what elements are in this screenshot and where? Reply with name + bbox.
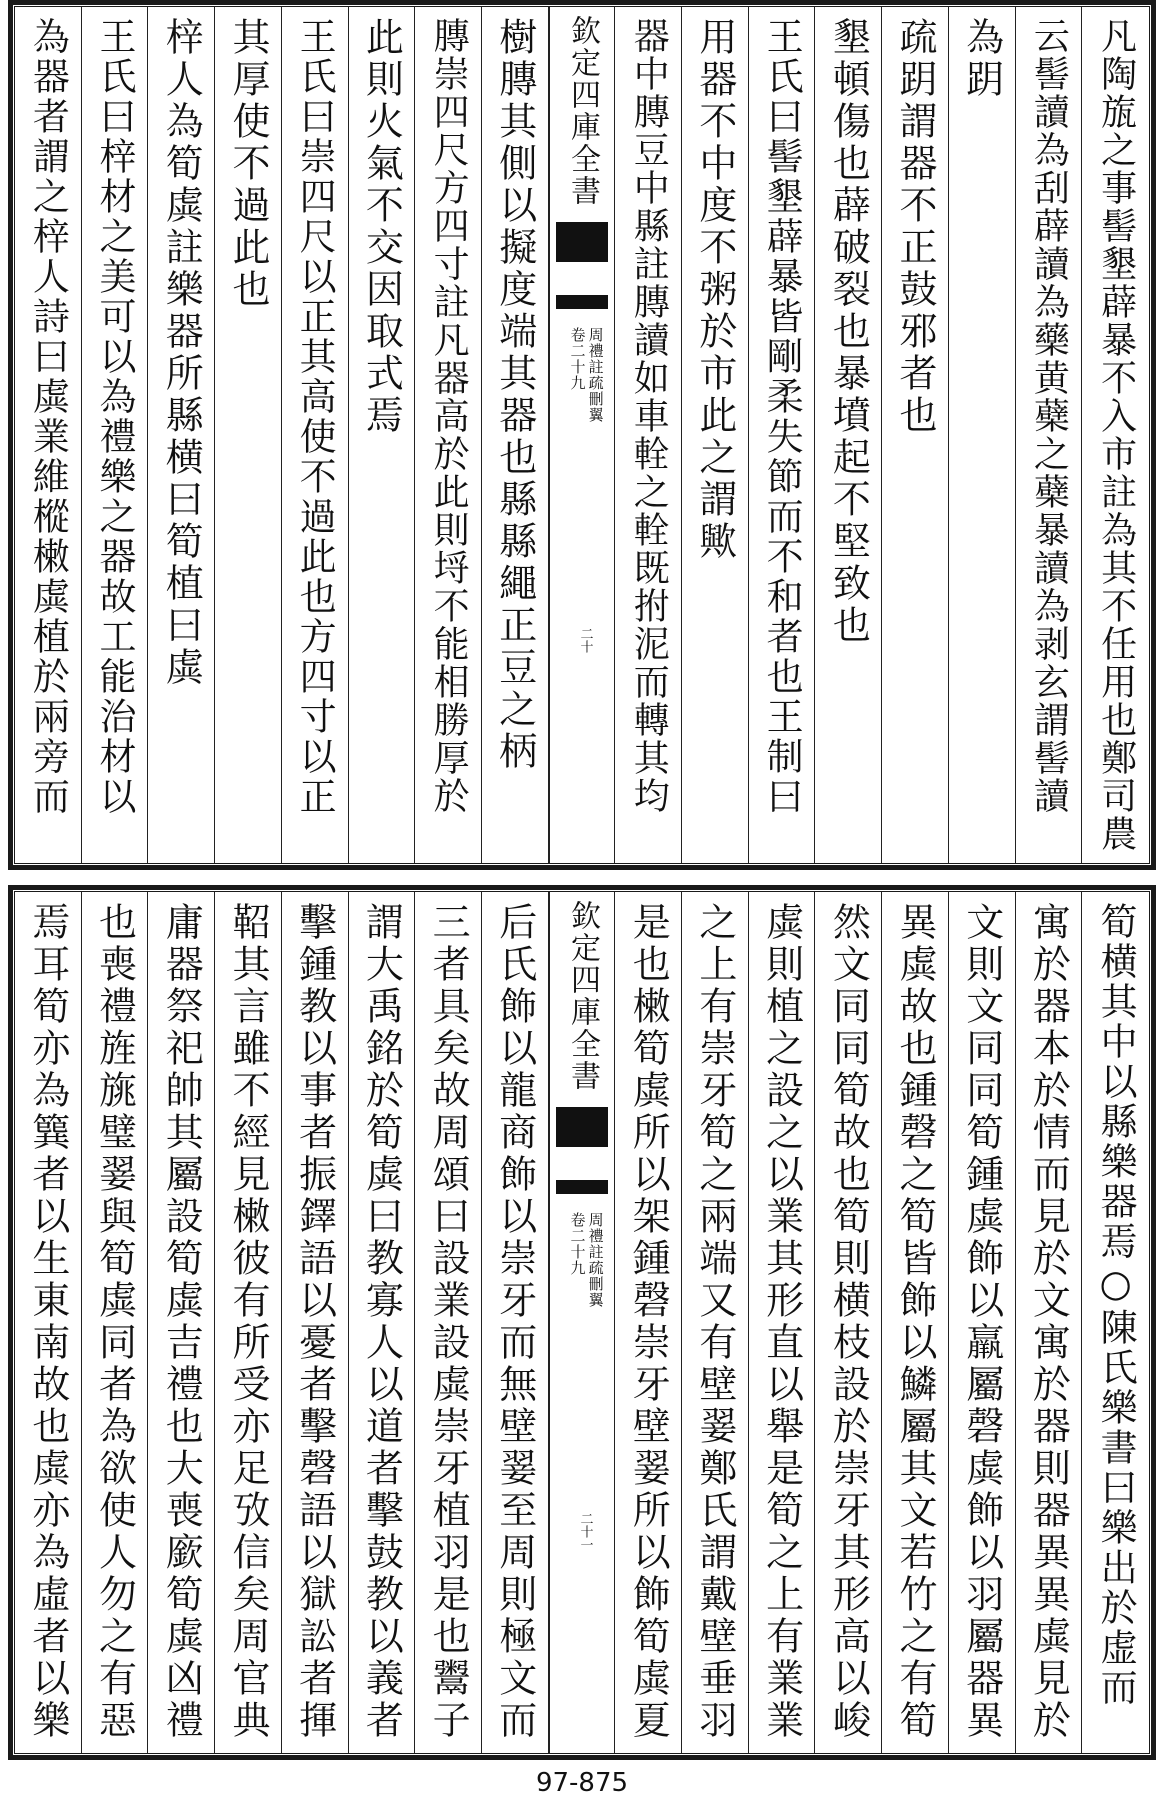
- fishtail-mark: [556, 1107, 608, 1147]
- fishtail-mark-lower: [556, 295, 608, 309]
- text-column: [215, 892, 282, 1753]
- top-page: [8, 0, 1156, 870]
- column-text: 謂大禹銘於筍虡曰教寡人以道者擊鼓教以義者: [359, 902, 404, 1742]
- column-text: 王氏曰髻墾薜暴皆剛柔失節而不和者也王制曰: [760, 17, 804, 817]
- volume-label: 卷二十九: [568, 1212, 587, 1276]
- text-column: [1016, 892, 1083, 1753]
- text-column: [615, 892, 682, 1753]
- text-column: [815, 892, 882, 1753]
- book-collection-title: 欽定四庫全書: [564, 900, 600, 1092]
- column-text: 器中膞豆中縣註膞讀如車輇之輇既拊泥而轉其均: [628, 17, 670, 815]
- text-column: [415, 7, 482, 863]
- text-column: [482, 7, 549, 863]
- text-column: [15, 7, 82, 863]
- book-name: 周禮註疏刪翼: [586, 1212, 605, 1308]
- text-column: [215, 7, 282, 863]
- book-name: 周禮註疏刪翼: [586, 327, 605, 423]
- text-column: [682, 7, 749, 863]
- column-text: 其厚使不過此也: [225, 17, 270, 311]
- column-text: 焉耳筍亦為簨者以生東南故也虡亦為虛者以樂: [25, 902, 70, 1742]
- text-column: [15, 892, 82, 1753]
- column-text: 墾頓傷也薜破裂也暴墳起不堅致也: [826, 17, 871, 647]
- column-text: 三者具矣故周頌曰設業設虡崇牙植羽是也鬻子: [426, 902, 471, 1742]
- column-text: 此則火氣不交因取式焉: [359, 17, 404, 437]
- column-text: 梓人為筍虡註樂器所縣横曰筍植曰虡: [159, 17, 204, 689]
- column-text: 樹膞其側以擬度端其器也縣縣繩正豆之柄: [492, 17, 537, 773]
- text-column: [349, 892, 416, 1753]
- text-column: [482, 892, 549, 1753]
- column-text: 膞崇四尺方四寸註凡器高於此則埒不能相勝厚於: [428, 17, 470, 815]
- volume-label: 卷二十九: [568, 327, 587, 391]
- center-fold-column: [549, 7, 616, 863]
- text-column: [349, 7, 416, 863]
- fishtail-mark: [556, 222, 608, 262]
- text-column: [82, 892, 149, 1753]
- column-text: 筍横其中以縣樂器焉○陳氏樂書曰樂出於虚而: [1094, 902, 1138, 1708]
- text-column: [882, 7, 949, 863]
- text-column: [682, 892, 749, 1753]
- column-text: 擊鍾教以事者振鐸語以憂者擊磬語以獄訟者揮: [292, 902, 337, 1742]
- column-text: 是也𣙙筍虡所以架鍾磬崇牙壁翣所以飾筍虡夏: [626, 902, 671, 1742]
- text-column: [949, 7, 1016, 863]
- text-column: [282, 7, 349, 863]
- text-column: [882, 892, 949, 1753]
- bottom-page: [8, 885, 1156, 1760]
- column-text: 為器者謂之梓人詩曰虡業維樅𣙙虡植於兩旁而: [26, 17, 70, 817]
- column-text: 凡陶旊之事髻墾薜暴不入市註為其不任用也鄭司農: [1095, 17, 1137, 853]
- text-column: [815, 7, 882, 863]
- column-text: 王氏曰崇四尺以正其高使不過此也方四寸以正: [293, 17, 337, 817]
- text-column: [749, 7, 816, 863]
- fishtail-mark-lower: [556, 1180, 608, 1194]
- column-text: 用器不中度不粥於市此之謂歟: [692, 17, 737, 563]
- column-text: 之上有崇牙筍之兩端又有壁翣鄭氏謂戴壁垂羽: [692, 902, 737, 1742]
- leaf-number: 二十一: [577, 1512, 593, 1551]
- text-column: [1082, 7, 1149, 863]
- column-text: 為跀: [959, 17, 1004, 101]
- text-column: [615, 7, 682, 863]
- column-text: 然文同同筍故也筍則横枝設於崇牙其形高以峻: [826, 902, 871, 1742]
- center-fold-column: [549, 892, 616, 1753]
- text-column: [749, 892, 816, 1753]
- text-column: [282, 892, 349, 1753]
- text-column: [82, 7, 149, 863]
- column-text: 寓於器本於情而見於文寓於器則器異異虡見於: [1026, 902, 1071, 1742]
- text-column: [148, 892, 215, 1753]
- text-column: [415, 892, 482, 1753]
- column-text: 王氏曰梓材之美可以為禮樂之器故工能治材以: [93, 17, 137, 817]
- column-text: 異虡故也鍾磬之筍皆飾以鱗屬其文若竹之有筍: [893, 902, 938, 1742]
- leaf-number: 二十: [577, 627, 593, 653]
- column-text: 文則文同同筍鍾虡飾以羸屬磬虡飾以羽屬器異: [959, 902, 1004, 1742]
- book-collection-title: 欽定四庫全書: [564, 15, 600, 207]
- top-page-text-area: [14, 6, 1150, 864]
- text-column: [1016, 7, 1083, 863]
- column-text: 云髻讀為刮薜讀為藥黄蘗之蘗暴讀為剥玄謂髻讀: [1028, 17, 1070, 815]
- column-text: 庸器祭祀帥其屬設筍虡吉禮也大喪廞筍虡凶禮: [159, 902, 204, 1742]
- column-text: 疏跀謂器不正鼓邪者也: [893, 17, 938, 437]
- text-column: [1082, 892, 1149, 1753]
- column-text: 鞀其言雖不經見𣙙彼有所受亦足攷信矣周官典: [225, 902, 270, 1742]
- text-column: [949, 892, 1016, 1753]
- text-column: [148, 7, 215, 863]
- column-text: 也喪禮旌旐璧翣與筍虡同者為欲使人勿之有惡: [92, 902, 137, 1742]
- column-text: 后氏飾以龍商飾以崇牙而無壁翣至周則極文而: [492, 902, 537, 1742]
- column-text: 虡則植之設之以業其形直以舉是筍之上有業業: [759, 902, 804, 1742]
- bottom-page-text-area: [14, 891, 1150, 1754]
- page-number-footer: 97-875: [535, 1768, 629, 1798]
